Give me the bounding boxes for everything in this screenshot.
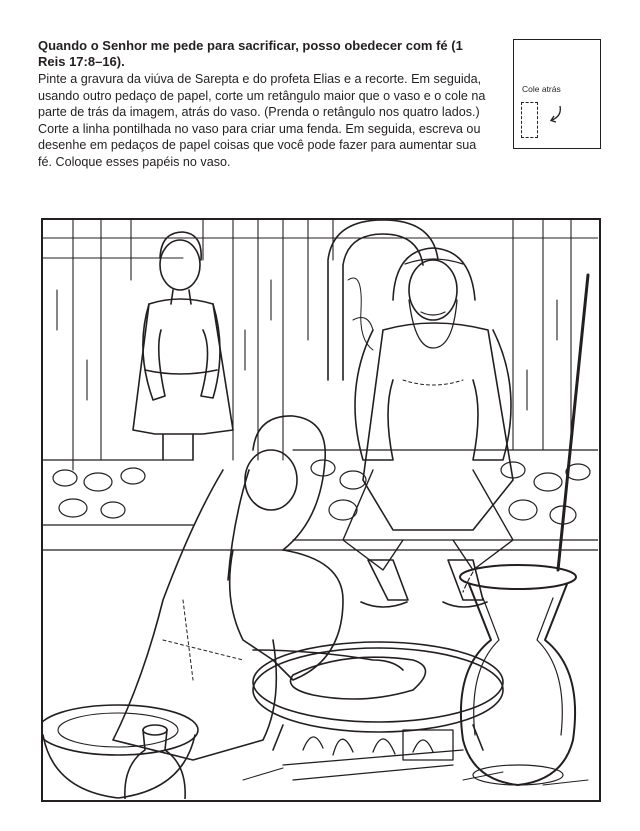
stone-bench [43,450,598,540]
dotted-slot-diagram [521,102,538,138]
cooking-fire [283,730,463,780]
instructions-text: Pinte a gravura da viúva de Sarepta e do profeta Elias e a recorte. Em seguida, usando outro pedaço de papel, corte um retângulo maior que o vaso e o cole na parte de trás da imagem, atrás do vaso. (Prenda o retângulo nos quatro lados.) Corte a linha pontilhada no vaso para criar uma fenda. Em seguida, escreva ou desenhe em pedaços de papel coisas que você pode fazer para aumentar sua fé. Coloque esses papéis no vaso. [38,72,486,169]
paste-behind-box [513,39,601,149]
boy-figure [133,232,233,460]
arched-window [328,220,438,380]
floor-debris [243,768,588,785]
clay-jar [460,565,576,785]
page-title: Quando o Senhor me pede para sacrificar, posso obedecer com fé (1 Reis 17:8–16). [38,38,463,69]
flatbread-griddle [253,642,503,750]
curved-arrow-icon [540,100,570,130]
bowl [43,705,198,798]
elijah-prophet [343,248,513,607]
paste-behind-label: Cole atrás [522,84,561,94]
coloring-illustration [41,218,601,802]
staff [558,275,588,570]
